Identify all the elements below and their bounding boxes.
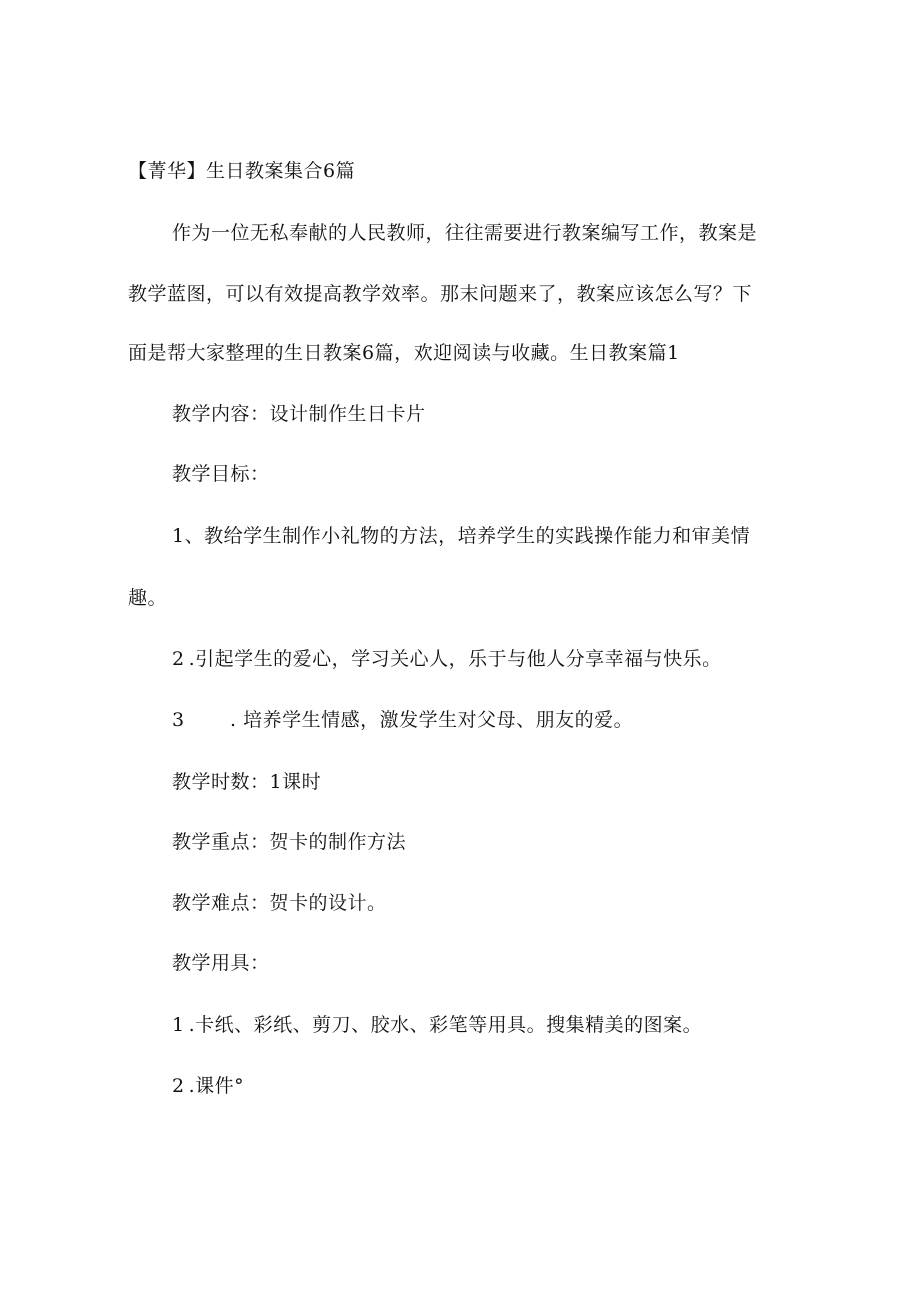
teaching-difficulty: 教学难点：贺卡的设计。: [172, 892, 387, 914]
teaching-hours: 教学时数：1课时: [172, 771, 322, 793]
goal-item-1-continued: [128, 586, 167, 610]
tool-text: .课件°: [188, 1075, 245, 1097]
goal-item-3: [172, 708, 633, 732]
goal-text: 趣。: [128, 587, 168, 609]
goal-text: .引起学生的爱心，学习关心人，乐于与他人分享幸福与快乐。: [188, 648, 722, 670]
goal-text: 教给学生制作小礼物的方法，培养学生的实践操作能力和审美情: [204, 525, 751, 547]
goal-number: 3: [172, 709, 185, 731]
goal-number: 2: [172, 648, 185, 670]
teaching-content: 教学内容：设计制作生日卡片: [172, 403, 426, 425]
intro-line-3: 面是帮大家整理的生日教案6篇，欢迎阅读与收藏。生日教案篇1: [128, 342, 680, 364]
tool-number: 1: [172, 1014, 185, 1036]
document-title: 【菁华】生日教案集合6篇: [128, 160, 356, 182]
intro-line-2: 教学蓝图，可以有效提高教学效率。那末问题来了，教案应该怎么写？下: [128, 283, 753, 305]
teaching-key-point: 教学重点：贺卡的制作方法: [172, 831, 407, 853]
tool-item-2: [172, 1074, 244, 1098]
goal-text: . 培养学生情感，激发学生对父母、朋友的爱。: [230, 709, 634, 731]
goal-item-2: [172, 647, 722, 671]
teaching-tools-heading: 教学用具：: [172, 952, 270, 974]
tool-text: .卡纸、彩纸、剪刀、胶水、彩笔等用具。搜集精美的图案。: [188, 1014, 703, 1036]
goal-item-1: [172, 524, 750, 548]
goal-number: 1、: [172, 525, 205, 547]
tool-number: 2: [172, 1075, 185, 1097]
intro-line-1: 作为一位无私奉献的人民教师，往往需要进行教案编写工作，教案是: [172, 222, 758, 244]
teaching-goals-heading: 教学目标：: [172, 463, 270, 485]
tool-item-1: [172, 1013, 702, 1037]
